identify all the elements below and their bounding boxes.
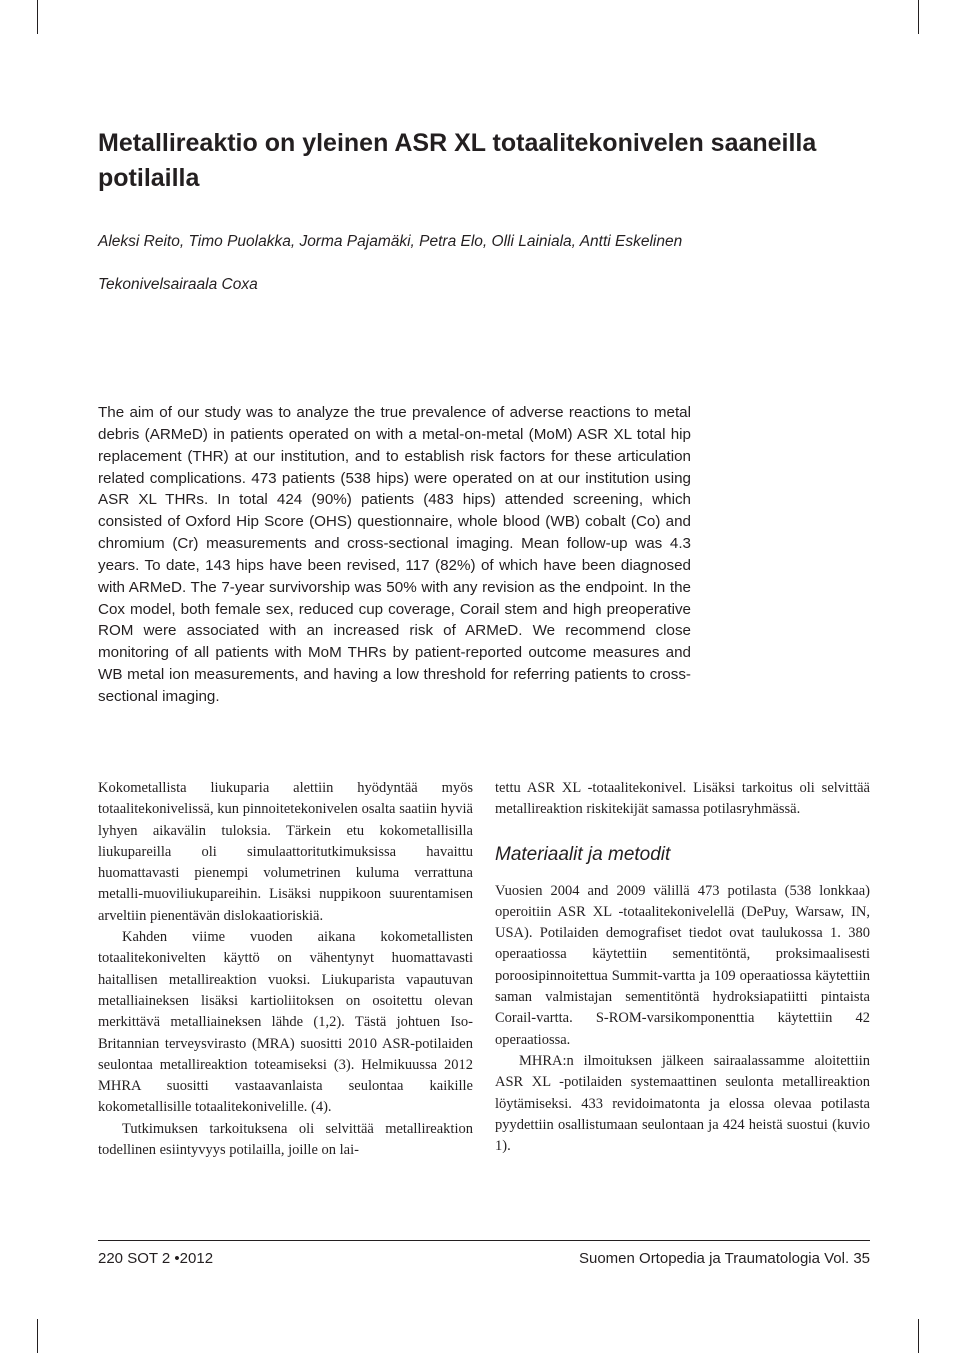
crop-mark-bottom-right [918,1319,919,1353]
body-paragraph: Kahden viime vuoden aikana kokometallisten totaalitekonivelten käyttö on vähentynyt huomattavasti haitallisen metallireaktion vuoksi. Liukuparista vapautuvan metalliaineksen lisäksi kartioliitoksen on osoitettu olevan merkittävä metalliaineksen lähde (1,2). Tästä johtuen Iso-Britannian terveysvirasto (MRA) suositti 2010 ASR-potilaiden seulontaa metallireaktion toteamiseksi (3). Helmikuussa 2012 MHRA suositti vastaavanlaista seulontaa kaikille kokometallisille totaalitekonivelille. (4). [98,929,473,1116]
abstract-text: The aim of our study was to analyze the true prevalence of adverse reactions to metal debris (ARMeD) in patients operated on with a metal-on-metal (MoM) ASR XL total hip replacement (THR) at our institution, and to establish risk factors for these articulation related complications. 473 patients (538 hips) were operated on at our institution using ASR XL THRs. In total 424 (90%) patients (483 hips) attended screening, which consisted of Oxford Hip Score (OHS) questionnaire, whole blood (WB) cobalt (Co) and chromium (Cr) measurements and cross-sectional imaging. Mean follow-up was 4.3 years. To date, 143 hips have been revised, 117 (82%) of which have been diagnosed with ARMeD. The 7-year survivorship was 50% with any revision as the endpoint. In the Cox model, both female sex, reduced cup coverage, Corail stem and high preoperative ROM were associated with an increased risk of ARMeD. We recommend close monitoring of all patients with MoM THRs by patient-reported outcome measures and WB metal ion measurements, and having a low threshold for referring patients to cross-sectional imaging. [98,404,691,705]
affiliation: Tekonivelsairaala Coxa [98,276,258,293]
body-paragraph: Tutkimuksen tarkoituksena oli selvittää metallireaktion todellinen esiintyvyys potilailla, joille on lai- [98,1120,473,1159]
body-paragraph: Kokometallista liukuparia alettiin hyödyntää myös totaalitekonivelissä, kun pinnoitetekonivelen osalta saatiin hyviä lyhyen aikavälin tuloksia. Tärkein etu kokometallisilla liukupareilla oli simulaattoritutkimuksissa havaittu huomattavasti pienempi volumetrinen kuluma verrattuna metalli-muoviliukupareihin. Lisäksi nuppikoon suurentamisen arveltiin pienentävän dislokaatioriskiä. [98,780,473,924]
author-list: Aleksi Reito, Timo Puolakka, Jorma Pajamäki, Petra Elo, Olli Lainiala, Antti Eskelinen [98,233,683,250]
body-paragraph: tettu ASR XL -totaalitekonivel. Lisäksi tarkoitus oli selvittää metallireaktion riskitekijät samassa potilasryhmässä. [495,780,870,818]
body-column-left [98,778,473,1161]
footer-divider [98,1240,870,1241]
body-paragraph: Vuosien 2004 and 2009 välillä 473 potilasta (538 lonkkaa) operoitiin ASR XL -totaalitekonivelellä (DePuy, Warsaw, IN, USA). Potilaiden demografiset tiedot ovat taulukossa 1. 380 operaatiossa käytettiin sementitöntä, proksimaalisesti poroosipinnoitettua Summit-vartta ja 109 operaatiossa käytettiin saman valmistajan sementitöntä hydroksiapatiitti pintaista Corail-vartta. S-ROM-varsikomponenttia käytettiin 42 operaatiossa. [495,882,870,1048]
crop-mark-top-right [918,0,919,34]
body-column-right [495,778,870,1157]
body-paragraph: MHRA:n ilmoituksen jälkeen sairaalassamme aloitettiin ASR XL -potilaiden systemaattinen seulonta metallireaktion löytämiseksi. 433 revidoimatonta ja elossa olevaa potilasta pyydettiin osallistumaan seulontaan ja 424 heistä suostui (kuvio 1). [495,1052,870,1155]
article-title: Metallireaktio on yleinen ASR XL totaalitekonivelen saaneilla potilailla [98,129,817,192]
crop-mark-bottom-left [37,1319,38,1353]
page-number-issue: 220 SOT 2 •2012 [98,1250,214,1267]
crop-mark-top-left [37,0,38,34]
journal-name: Suomen Ortopedia ja Traumatologia Vol. 35 [578,1250,870,1267]
section-heading: Materiaalit ja metodit [495,843,671,865]
